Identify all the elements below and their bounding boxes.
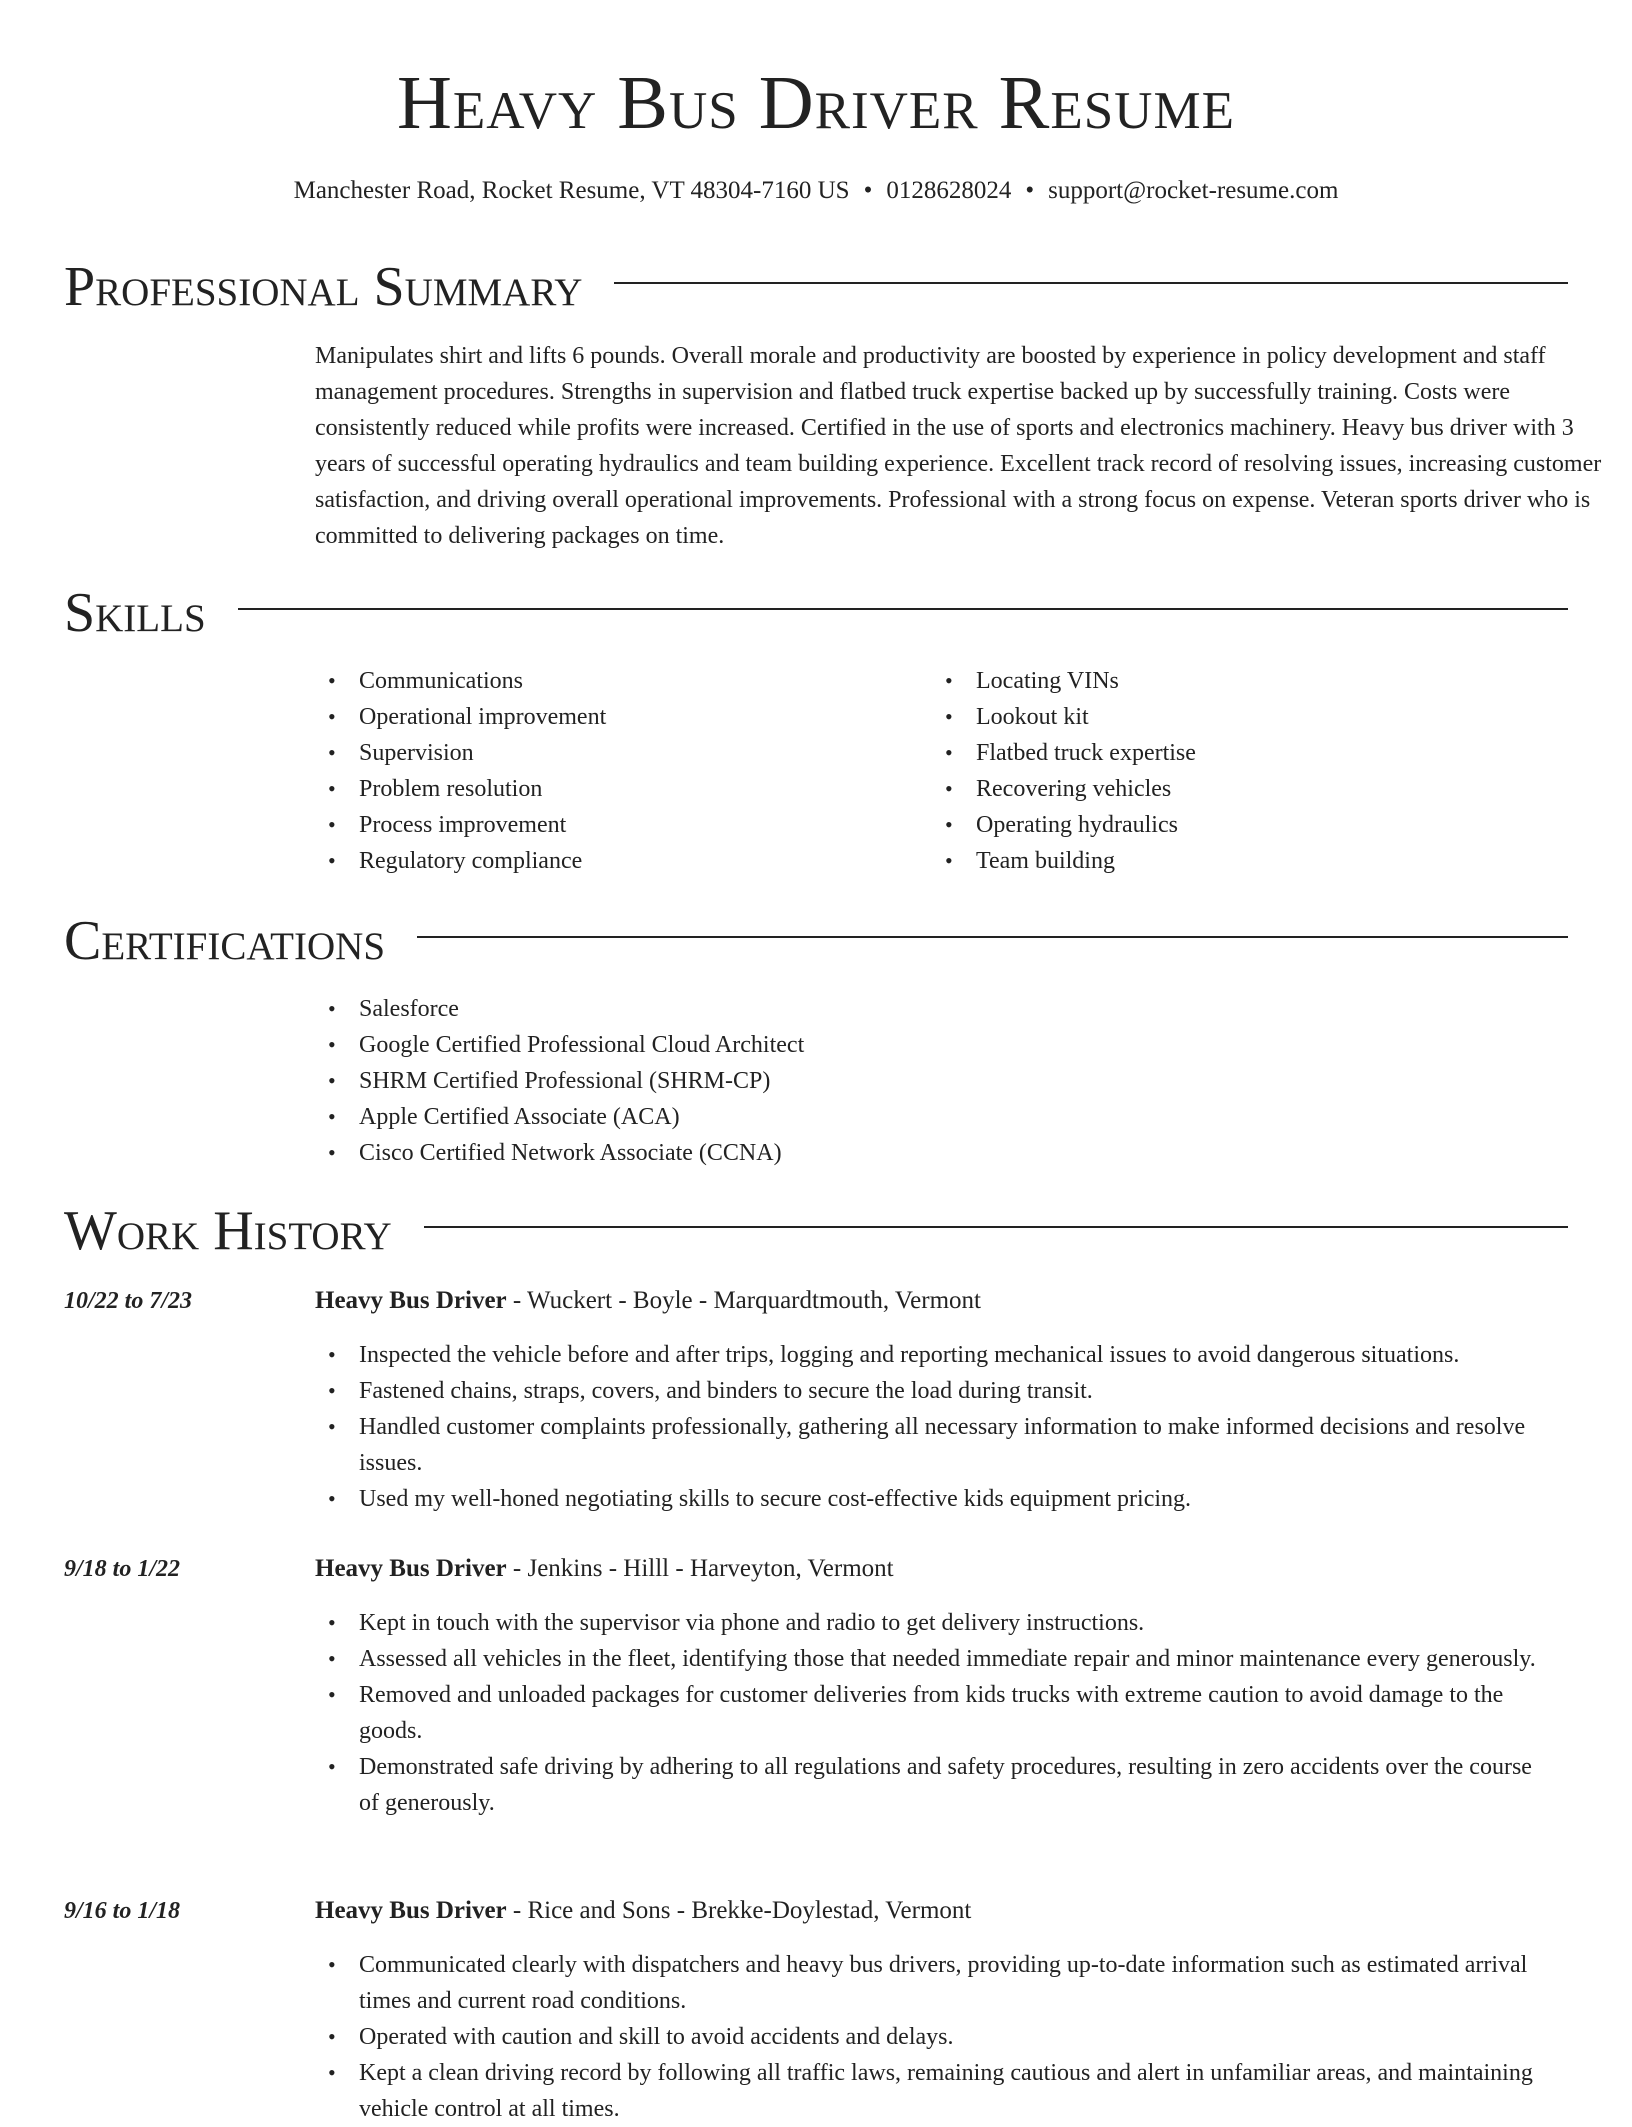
job-bullet: • Assessed all vehicles in the fleet, identifying those that needed immediate repair and minor maintenance every generously. [315,1641,1545,1677]
skill-item: • Lookout kit [932,699,1532,735]
job-bullet: • Used my well-honed negotiating skills to secure cost-effective kids equipment pricing. [315,1481,1545,1517]
job-bullet: • Handled customer complaints professionally, gathering all necessary information to make informed decisions and resolve issues. [315,1409,1545,1481]
skill-item: • Recovering vehicles [932,771,1532,807]
job-bullet: • Kept a clean driving record by following all traffic laws, remaining cautious and alert in unfamiliar areas, and maintaining vehicle control at all times. [315,2055,1545,2127]
contact-separator: • [863,177,873,204]
summary-section-header [64,254,1568,320]
job-bullets [315,1947,1545,2127]
section-divider [614,282,1568,284]
contact-separator: • [1025,177,1035,204]
certification-item: • SHRM Certified Professional (SHRM-CP) [315,1063,1315,1099]
section-divider [238,608,1568,610]
skill-item: • Operating hydraulics [932,807,1532,843]
job-employer: - Jenkins - Hilll - Harveyton, Vermont [506,1555,894,1582]
work-history-heading: Work History [64,1200,392,1262]
skills-list-left [315,663,895,879]
contact-phone: 0128628024 [886,177,1012,204]
work-history-section-header [64,1198,1568,1264]
job-bullet: • Kept in touch with the supervisor via phone and radio to get delivery instructions. [315,1605,1545,1641]
job-dates: 9/18 to 1/22 [64,1556,181,1582]
certifications-heading: Certifications [64,910,386,972]
job-heading [315,1893,971,1929]
skills-list-right [932,663,1532,879]
job-bullet: • Demonstrated safe driving by adhering to all regulations and safety procedures, resulting in zero accidents over the course of generously. [315,1749,1545,1821]
contact-line [64,174,1568,208]
job-title: Heavy Bus Driver [315,1555,507,1582]
job-bullet: • Operated with caution and skill to avoid accidents and delays. [315,2019,1545,2055]
job-heading [315,1551,894,1587]
section-divider [417,936,1568,938]
skills-heading: Skills [64,582,206,644]
skill-item: • Communications [315,663,895,699]
job-title: Heavy Bus Driver [315,1287,507,1314]
job-bullets [315,1337,1545,1517]
skill-item: • Operational improvement [315,699,895,735]
job-bullet: • Removed and unloaded packages for customer deliveries from kids trucks with extreme caution to avoid damage to the goods. [315,1677,1545,1749]
job-title: Heavy Bus Driver [315,1897,507,1924]
skill-item: • Problem resolution [315,771,895,807]
skill-item: • Locating VINs [932,663,1532,699]
certification-item: • Apple Certified Associate (ACA) [315,1099,1315,1135]
contact-address: Manchester Road, Rocket Resume, VT 48304-7160 US [293,177,850,204]
job-bullets [315,1605,1545,1821]
certification-item: • Cisco Certified Network Associate (CCNA) [315,1135,1315,1171]
certifications-section-header [64,908,1568,974]
certifications-list [315,991,1315,1171]
job-dates: 10/22 to 7/23 [64,1288,193,1314]
section-divider [424,1226,1568,1228]
job-bullet: • Inspected the vehicle before and after trips, logging and reporting mechanical issues to avoid dangerous situations. [315,1337,1545,1373]
skill-item: • Team building [932,843,1532,879]
summary-heading: Professional Summary [64,256,583,318]
skills-section-header [64,580,1568,646]
skill-item: • Flatbed truck expertise [932,735,1532,771]
job-bullet: • Fastened chains, straps, covers, and binders to secure the load during transit. [315,1373,1545,1409]
certification-item: • Google Certified Professional Cloud Architect [315,1027,1315,1063]
skill-item: • Regulatory compliance [315,843,895,879]
resume-title: Heavy Bus Driver Resume [397,61,1235,145]
skill-item: • Process improvement [315,807,895,843]
job-employer: - Rice and Sons - Brekke-Doylestad, Vermont [506,1897,972,1924]
job-bullet: • Communicated clearly with dispatchers and heavy bus drivers, providing up-to-date information such as estimated arrival times and current road conditions. [315,1947,1545,2019]
job-employer: - Wuckert - Boyle - Marquardtmouth, Vermont [506,1287,981,1314]
job-heading [315,1283,981,1319]
contact-email: support@rocket-resume.com [1048,177,1339,204]
job-dates: 9/16 to 1/18 [64,1898,181,1924]
certification-item: • Salesforce [315,991,1315,1027]
skill-item: • Supervision [315,735,895,771]
summary-text: Manipulates shirt and lifts 6 pounds. Overall morale and productivity are boosted by experience in policy development and staff management procedures. Strengths in supervision and flatbed truck expertise backed up by successfully training. Costs were consistently reduced while profits were increased. Certified in the use of sports and electronics machinery. Heavy bus driver with 3 years of successful operating hydraulics and team building experience. Excellent track record of resolving issues, increasing customer satisfaction, and driving overall operational improvements. Professional with a strong focus on expense. Veteran sports driver who is committed to delivering packages on time. [315,343,1602,549]
